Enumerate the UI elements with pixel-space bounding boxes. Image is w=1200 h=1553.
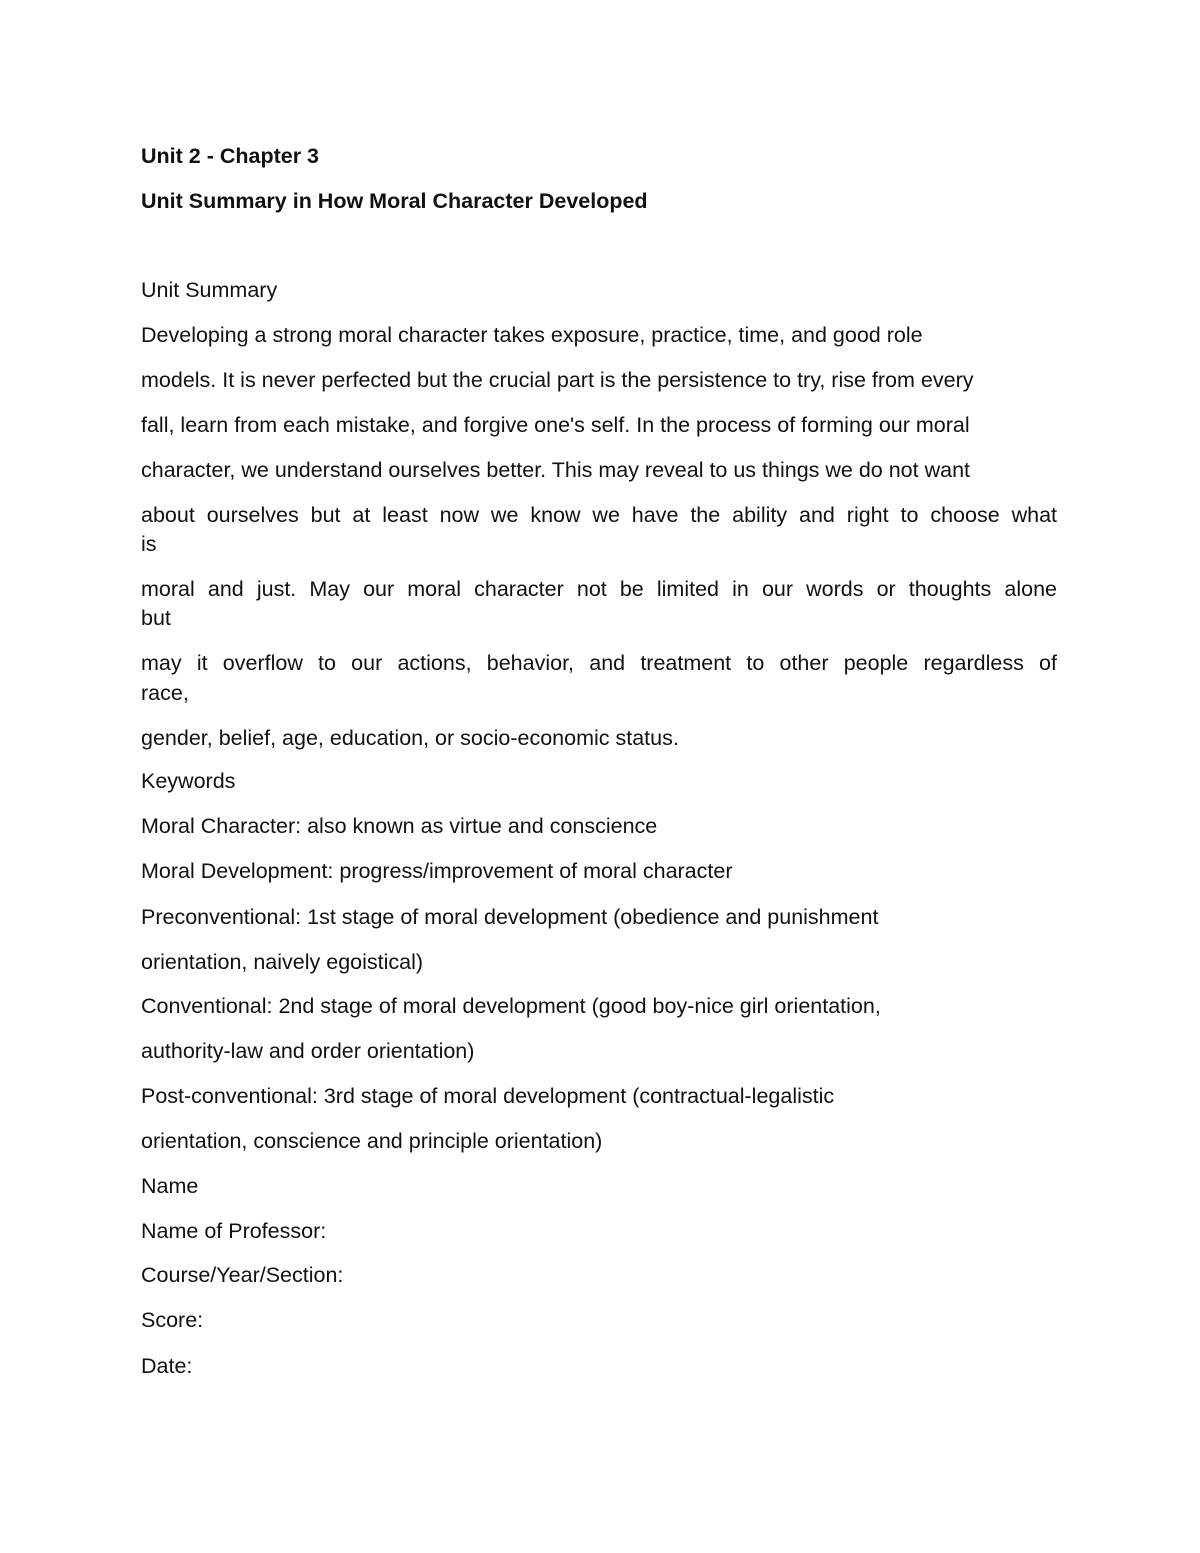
- unit-chapter-heading: Unit 2 - Chapter 3: [141, 144, 319, 168]
- keyword-line: Preconventional: 1st stage of moral development (obedience and punishment: [141, 905, 879, 929]
- name-label: Name: [141, 1174, 199, 1198]
- summary-line-wrap: is: [141, 532, 157, 556]
- summary-line: may it overflow to our actions, behavior, and treatment to other people regardless of: [141, 651, 1057, 675]
- summary-line-wrap: race,: [141, 681, 189, 705]
- score-label: Score:: [141, 1308, 204, 1332]
- summary-line: about ourselves but at least now we know we have the ability and right to choose what: [141, 503, 1057, 527]
- summary-line: gender, belief, age, education, or socio-economic status.: [141, 726, 679, 750]
- date-label: Date:: [141, 1354, 193, 1378]
- keywords-heading: Keywords: [141, 769, 236, 793]
- keyword-line: orientation, naively egoistical): [141, 950, 424, 974]
- summary-line: Developing a strong moral character takes exposure, practice, time, and good role: [141, 323, 923, 347]
- professor-label: Name of Professor:: [141, 1219, 327, 1243]
- course-label: Course/Year/Section:: [141, 1263, 344, 1287]
- document-title: Unit Summary in How Moral Character Developed: [141, 189, 648, 213]
- summary-heading: Unit Summary: [141, 278, 278, 302]
- summary-line: fall, learn from each mistake, and forgive one's self. In the process of forming our moral: [141, 413, 970, 437]
- keyword-line: Moral Development: progress/improvement of moral character: [141, 859, 733, 883]
- keyword-line: Post-conventional: 3rd stage of moral development (contractual-legalistic: [141, 1084, 835, 1108]
- keyword-line: orientation, conscience and principle orientation): [141, 1129, 603, 1153]
- keyword-line: Conventional: 2nd stage of moral development (good boy-nice girl orientation,: [141, 994, 881, 1018]
- summary-line-wrap: but: [141, 606, 171, 630]
- summary-line: models. It is never perfected but the crucial part is the persistence to try, rise from every: [141, 368, 974, 392]
- keyword-line: authority-law and order orientation): [141, 1039, 475, 1063]
- keyword-line: Moral Character: also known as virtue and conscience: [141, 814, 658, 838]
- summary-line: moral and just. May our moral character not be limited in our words or thoughts alone: [141, 577, 1057, 601]
- summary-line: character, we understand ourselves better. This may reveal to us things we do not want: [141, 458, 970, 482]
